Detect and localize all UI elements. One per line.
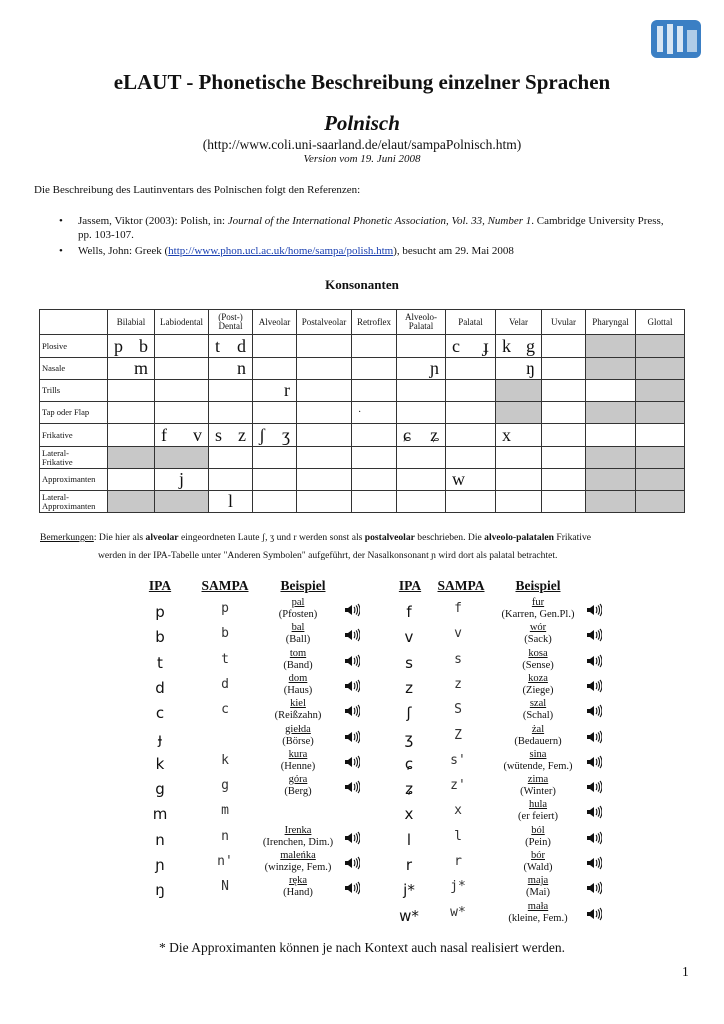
reference-link[interactable]: http://www.phon.ucl.ac.uk/home/sampa/polish.htm: [168, 245, 394, 257]
remarks-line-2: werden in der IPA-Tabelle unter "Anderen Symbolen" aufgeführt, der Nasalkonsonant ɲ wird dort als palatal betrachtet.: [98, 550, 558, 561]
sampa-symbol: c: [221, 702, 229, 718]
row-header: Nasale: [40, 358, 108, 380]
ipa-symbol: j*: [403, 881, 415, 900]
speaker-icon[interactable]: [586, 880, 602, 896]
row-header: Frikative: [40, 424, 108, 447]
speaker-icon[interactable]: [586, 627, 602, 643]
sampa-symbol: z': [450, 778, 466, 794]
example-word: mała (kleine, Fem.): [508, 900, 568, 924]
sampa-symbol: p: [221, 601, 229, 616]
speaker-icon[interactable]: [586, 855, 602, 871]
ipa-symbol: x: [404, 805, 414, 824]
source-url: (http://www.coli.uni-saarland.de/elaut/sampaPolnisch.htm): [202, 137, 522, 152]
ipa-symbol: ʒ: [404, 729, 414, 748]
sampa-symbol: v: [454, 626, 462, 642]
university-logo: [647, 14, 705, 64]
sampa-symbol: f: [454, 601, 462, 616]
row-header: Tap oder Flap: [40, 402, 108, 424]
example-word: szal (Schal): [522, 698, 554, 722]
sampa-symbol: S: [454, 702, 462, 718]
section-title: Konsonanten: [325, 277, 399, 292]
example-word: maja (Mai): [526, 875, 550, 899]
ipa-symbol: c: [155, 704, 165, 723]
sampa-symbol: k: [221, 752, 229, 768]
row-header: Plosive: [40, 335, 108, 358]
sampa-symbol: r: [454, 854, 462, 869]
speaker-icon[interactable]: [344, 855, 360, 871]
remarks-line-1: Bemerkungen: Die hier als alveolar eingeordneten Laute ʃ, ʒ und r werden sonst als postalveolar beschrieben. Die alveolo-palatalen Frikative: [40, 532, 592, 543]
col-sampa-left: SAMPA: [201, 578, 249, 593]
ipa-symbol: z: [405, 678, 413, 697]
speaker-icon[interactable]: [586, 830, 602, 846]
ipa-symbol: n: [155, 830, 165, 849]
version-date: Version vom 19. Juni 2008: [303, 153, 421, 165]
ipa-symbol: b: [155, 628, 165, 647]
col-header: Alveolo- Palatal: [397, 310, 446, 335]
col-header: Bilabial: [108, 310, 155, 335]
example-word: fur (Karren, Gen.Pl.): [501, 597, 575, 620]
example-word: Irenka (Irenchen, Dim.): [262, 824, 334, 848]
sampa-symbol: n: [221, 828, 229, 844]
speaker-icon[interactable]: [586, 906, 602, 922]
speaker-icon[interactable]: [344, 830, 360, 846]
col-header: Postalveolar: [297, 310, 352, 335]
ipa-symbol: ŋ: [155, 881, 165, 900]
intro-text: Die Beschreibung des Lautinventars des Polnischen folgt den Referenzen:: [34, 184, 361, 196]
speaker-icon[interactable]: [344, 678, 360, 694]
language-title: Polnisch: [324, 111, 400, 135]
col-sampa-right: SAMPA: [437, 578, 485, 593]
col-header: Retroflex: [352, 310, 397, 335]
speaker-icon[interactable]: [586, 678, 602, 694]
example-word: ręka (Hand): [283, 875, 313, 899]
ipa-symbol: ɕ: [404, 754, 414, 773]
speaker-icon[interactable]: [344, 779, 360, 795]
speaker-icon[interactable]: [344, 627, 360, 643]
sampa-symbol: j*: [450, 879, 466, 895]
ipa-symbol: v: [404, 628, 414, 647]
ipa-symbol: ʑ: [405, 780, 413, 799]
col-header: Pharyngal: [586, 310, 636, 335]
page-number: 1: [682, 964, 689, 979]
speaker-icon[interactable]: [586, 602, 602, 618]
ipa-symbol: l: [406, 830, 412, 849]
sampa-symbol: t: [221, 651, 229, 667]
example-word: wór (Sack): [524, 622, 552, 646]
example-word: zima (Winter): [520, 774, 556, 798]
ipa-symbol: ɟ: [157, 729, 163, 748]
example-word: kura (Henne): [280, 748, 316, 772]
sampa-symbol: z: [454, 676, 462, 692]
example-word: koza (Ziege): [522, 672, 554, 696]
col-header: Alveolar: [253, 310, 297, 335]
ipa-symbol: g: [155, 780, 165, 799]
ipa-symbol: k: [155, 754, 165, 773]
ipa-symbol: t: [157, 653, 163, 672]
col-header: Uvular: [542, 310, 586, 335]
col-header: Labiodental: [155, 310, 209, 335]
row-header: Lateral- Approximanten: [40, 491, 108, 513]
example-word: pal (Pfosten): [278, 597, 318, 620]
row-header: Approximanten: [40, 469, 108, 491]
sampa-symbol: N: [221, 879, 229, 895]
speaker-icon[interactable]: [344, 729, 360, 745]
example-word: dom (Haus): [283, 672, 313, 696]
sampa-symbol: s: [454, 651, 462, 667]
ipa-symbol: ʃ: [406, 704, 412, 723]
ipa-symbol: p: [155, 603, 165, 621]
col-example-right: Beispiel: [515, 578, 561, 593]
speaker-icon[interactable]: [344, 754, 360, 770]
sampa-symbol: n': [217, 854, 233, 869]
example-word: kosa (Sense): [522, 647, 554, 671]
example-word: hula (er feiert): [518, 799, 558, 823]
ipa-symbol: s: [405, 653, 413, 672]
example-word: kiel (Reißzahn): [274, 698, 322, 722]
page-title: eLAUT - Phonetische Beschreibung einzelner Sprachen: [113, 70, 611, 94]
example-word: [239, 799, 357, 811]
reference-item: • Wells, John: Greek (http://www.phon.ucl.ac.uk/home/sampa/polish.htm), besucht am 29. Mai 2008: [58, 244, 678, 258]
example-word: bal (Ball): [285, 622, 311, 646]
ipa-symbol: w*: [399, 906, 419, 925]
reference-list: [58, 214, 678, 260]
example-word: ból (Pein): [525, 824, 551, 848]
ipa-symbol: m: [152, 805, 168, 824]
col-ipa-left: IPA: [148, 578, 172, 593]
sampa-symbol: b: [221, 626, 229, 642]
example-word: żal (Bedauern): [514, 723, 562, 747]
example-word: giełda (Börse): [282, 723, 314, 747]
consonant-table: Bilabial Labiodental (Post-) Dental Alveolar Postalveolar Retroflex Alveolo- Palatal Palatal Velar Uvular Pharyngal Glottal Plosive p b t d c ɟ k g Nasale m n ɲ ŋ Trills r Tap oder Flap · Frikative f v s z ʃ ʒ ɕ ʑ x Lateral- Frikative Approximanten j w Lateral- Approximanten l: [39, 309, 685, 513]
speaker-icon[interactable]: [586, 779, 602, 795]
speaker-icon[interactable]: [344, 703, 360, 719]
speaker-icon[interactable]: [586, 804, 602, 820]
col-header: Palatal: [446, 310, 496, 335]
col-ipa-right: IPA: [398, 578, 422, 593]
sampa-symbol: g: [221, 778, 229, 794]
row-header: Lateral- Frikative: [40, 447, 108, 469]
speaker-icon[interactable]: [344, 602, 360, 618]
col-header: (Post-) Dental: [209, 310, 253, 335]
footnote: * Die Approximanten können je nach Kontext auch nasal realisiert werden.: [159, 940, 565, 955]
sampa-symbol: x: [454, 803, 462, 819]
col-header: Velar: [496, 310, 542, 335]
ipa-symbol: f: [406, 603, 412, 621]
ipa-symbol: d: [155, 678, 165, 697]
speaker-icon[interactable]: [586, 653, 602, 669]
sampa-symbol: l: [454, 828, 462, 844]
speaker-icon[interactable]: [344, 653, 360, 669]
example-word: góra (Berg): [284, 774, 312, 798]
speaker-icon[interactable]: [344, 880, 360, 896]
sampa-symbol: d: [221, 676, 229, 692]
example-word: bór (Wald): [523, 850, 553, 873]
sampa-symbol: s': [450, 752, 466, 768]
reference-item: • Jassem, Viktor (2003): Polish, in: Journal of the International Phonetic Association, Vol. 33, Number 1. Cambridge University Press, pp. 103-107.: [58, 214, 678, 242]
example-word: tom (Band): [283, 647, 313, 671]
row-header: Trills: [40, 380, 108, 402]
sampa-symbol: m: [221, 803, 229, 819]
sampa-symbol: w*: [450, 904, 466, 920]
ipa-symbol: ɲ: [155, 856, 165, 874]
col-header: Glottal: [636, 310, 685, 335]
ipa-symbol: r: [405, 856, 413, 874]
col-example-left: Beispiel: [280, 578, 326, 593]
sampa-symbol: Z: [454, 727, 462, 743]
speaker-icon[interactable]: [586, 754, 602, 770]
example-word: sina (wütende, Fem.): [503, 748, 573, 772]
speaker-icon[interactable]: [586, 729, 602, 745]
speaker-icon[interactable]: [586, 703, 602, 719]
example-word: maleńka (winzige, Fem.): [264, 850, 332, 873]
